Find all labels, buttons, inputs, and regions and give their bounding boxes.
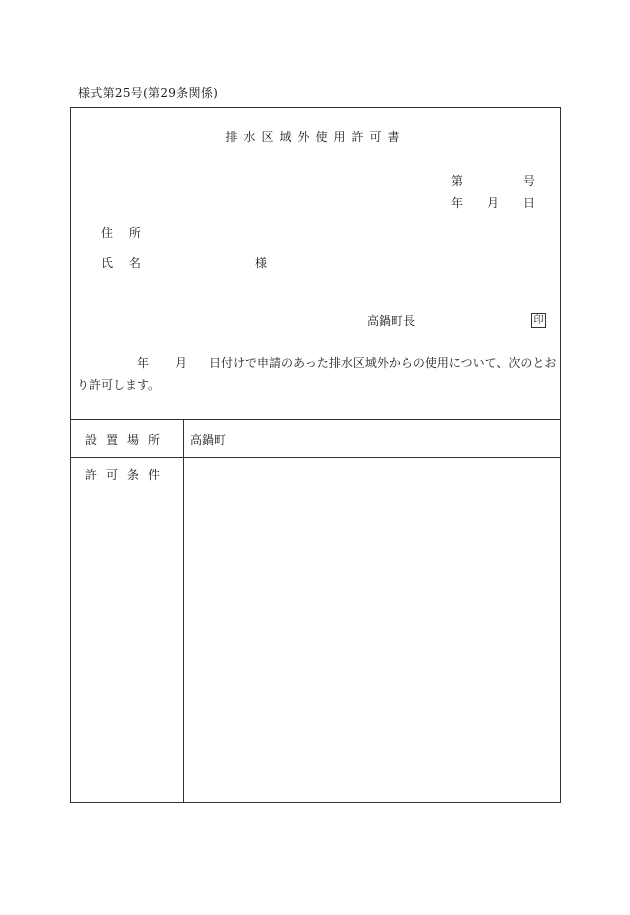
document-title: 排水区域外使用許可書: [225, 130, 406, 144]
body-month-label: 月: [175, 356, 188, 370]
conditions-row: [71, 458, 560, 802]
number-suffix: 号: [523, 174, 536, 188]
date-month-label: 月: [487, 196, 500, 210]
name-label: 氏 名: [101, 256, 147, 270]
date-year-label: 年: [451, 196, 464, 210]
body-year-label: 年: [137, 356, 150, 370]
form-number-header: 様式第25号(第29条関係): [78, 86, 219, 100]
location-value-cell: [184, 419, 560, 457]
seal-mark: 印: [531, 313, 546, 328]
conditions-label-cell: [71, 458, 184, 802]
permit-form-frame: [70, 107, 561, 803]
body-text-line1: 日付けで申請のあった排水区域外からの使用について、次のとお: [209, 356, 557, 370]
number-prefix: 第: [451, 174, 464, 188]
body-text-line2: り許可します。: [77, 378, 161, 392]
permit-header-section: [71, 108, 560, 420]
address-label: 住 所: [101, 226, 147, 240]
conditions-label: 許可条件: [84, 468, 169, 482]
location-value: 高鍋町: [190, 433, 227, 447]
location-label-cell: [71, 419, 184, 457]
location-row: [71, 419, 560, 458]
date-day-label: 日: [523, 196, 536, 210]
honorific: 様: [255, 256, 268, 270]
issuer-title: 高鍋町長: [367, 314, 416, 328]
conditions-value-cell: [184, 458, 560, 802]
location-label: 設置場所: [84, 433, 169, 447]
